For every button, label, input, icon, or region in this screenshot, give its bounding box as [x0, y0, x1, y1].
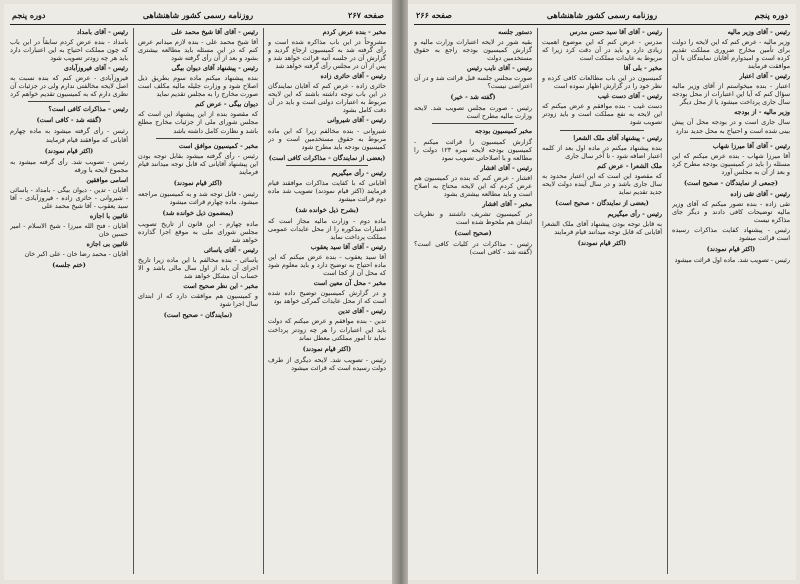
- speaker-heading: دستور جلسه: [498, 28, 532, 36]
- speaker-heading: مخبر کمیسیون بودجه: [474, 127, 532, 136]
- paragraph: رئیس - رأی گرفته میشود بقابل توجه بودن این پیشنهاد آقایانی که قابل توجه میدانند قیام فرمایند: [138, 151, 258, 176]
- speaker-heading: رئیس - آقای تقی زاده: [730, 189, 790, 198]
- speaker-heading: رئیس - آقای آقا سید حسن مدرس: [569, 28, 662, 36]
- right-page-column-2: [542, 28, 662, 576]
- paragraph: فیروزآبادی - عرض کنم که بنده نسبت به اصل لایحه مخالفتی ندارم ولی در جزئیات آن نظری دارم که به کمیسیون تقدیم خواهم کرد: [10, 74, 128, 99]
- right-page-column-3: [414, 28, 532, 576]
- paragraph: رئیس - تصویب شد. ماده اول قرائت میشود: [674, 256, 790, 265]
- right-page: [408, 4, 796, 580]
- paragraph: مشروحاً در این باب مذاکره شده است و رأی گرفته شد به کمیسیون ارجاع گردید و گزارش آن در جلسه آتیه قرائت خواهد شد و پس از آن در مجلس رأی گرفته خواهد شد: [268, 38, 386, 71]
- speaker-heading: رئیس - آقای دست غیب: [597, 92, 662, 101]
- right-header-page-number: صفحه ۲۶۶: [416, 10, 452, 20]
- speaker-heading: رئیس - آقای شیروانی: [327, 116, 386, 125]
- book-gutter: [392, 0, 408, 584]
- column-rule: [667, 28, 668, 574]
- column-rule: [263, 28, 264, 574]
- speaker-heading: رئیس - پیشنهاد آقای ملک الشعرا: [573, 133, 662, 142]
- paragraph: که مقصود بنده از این پیشنهاد این است که مجلس شورای ملی از جزئیات مخارج مطلع باشد و نظارت کامل داشته باشد: [138, 110, 258, 135]
- left-page-column-3: [10, 28, 128, 576]
- paragraph: مدرس - عرض کنم که این موضوع اهمیت زیادی دارد و باید در آن دقت کرد زیرا که مربوط به عایدات مملکت است: [542, 38, 662, 63]
- paragraph: آقا میرزا شهاب - بنده عرض میکنم که این مسئله را باید در کمیسیون بودجه مطرح کرد و بعد از آن به مجلس آورد: [672, 151, 790, 176]
- paragraph: رئیس - تصویب شد. لایحه دیگری از طرف دولت رسیده است که قرائت میشود: [268, 355, 386, 372]
- speaker-heading: رئیس - آقای حائری زاده: [320, 72, 386, 81]
- paragraph: بامداد - بنده عرض کردم سابقاً در این باب که چون مملکت احتیاج به این اعتبارات دارد باید هر چه زودتر تصویب شود: [10, 38, 128, 63]
- paragraph: رئیس - پیشنهاد کفایت مذاکرات رسیده است قرائت میشود: [672, 225, 790, 243]
- paragraph: که مقصود این است که این اعتبار محدود به سال جاری باشد و در سال آینده دولت لایحه جدید تقدیم نماید: [542, 171, 662, 196]
- paragraph: یاسائی - بنده مخالفم با این ماده زیرا تاریخ اجرای آن باید از اول سال مالی باشد و الا حساب آن مشکل خواهد شد: [138, 256, 258, 281]
- speaker-heading: وزیر مالیه - از بودجه: [734, 108, 790, 117]
- speaker-heading: رئیس - آقای یاسائی: [203, 246, 258, 255]
- parenthetical-note: (صحیح است): [454, 228, 492, 237]
- parenthetical-note: (نمایندگان - صحیح است): [163, 311, 233, 320]
- speaker-heading: غائبین بی اجازه: [86, 240, 128, 249]
- paragraph: در کمیسیون تشریف داشتند و نظریات ایشان هم ملحوظ شده است: [414, 209, 532, 226]
- parenthetical-note: (اکثر قیام نمودند): [706, 245, 756, 254]
- parenthetical-note: (بعضی از نمایندگان - مذاکرات کافی است): [268, 153, 386, 162]
- speaker-heading: مخبر - بلی آقا: [623, 64, 662, 73]
- parenthetical-note: (اکثر قیام نمودند): [44, 146, 94, 155]
- section-divider: [432, 123, 514, 124]
- parenthetical-note: (اکثر قیام نمودند): [173, 178, 223, 187]
- left-page: [4, 4, 392, 580]
- paragraph: رئیس - تصویب شد. رأی گرفته میشود به مجموع لایحه با ورقه: [10, 157, 128, 174]
- speaker-heading: رئیس - مذاکرات کافی است؟: [48, 105, 128, 114]
- left-page-header: [10, 8, 386, 25]
- paragraph: و کمیسیون هم موافقت دارد که از ابتدای سال اجرا شود: [138, 292, 258, 309]
- speaker-heading: رئیس - رأی میگیریم: [331, 168, 386, 177]
- paragraph: آقایان - فتح الله میرزا - شیخ الاسلام - امیر حسین خان: [10, 221, 128, 238]
- paragraph: اعتبار - بنده میخواستم از آقای وزیر مالیه سؤال کنم که آیا این اعتبارات از محل بودجه سال جاری پرداخت میشود یا از محل دیگر: [672, 82, 790, 107]
- parenthetical-note: (گفته شد - کافی است): [36, 116, 102, 125]
- speaker-heading: غائبین با اجازه: [89, 211, 128, 220]
- left-page-column-2: [138, 28, 258, 576]
- column-rule: [537, 28, 538, 574]
- parenthetical-note: (ختم جلسه): [52, 261, 86, 270]
- paragraph: ماده دوم - وزارت مالیه مجاز است که اعتبارات مذکوره را از محل عایدات عمومی مملکت پرداخت نماید: [268, 216, 386, 242]
- paragraph: کمیسیون در این باب مطالعات کافی کرده و نظر خود را در گزارش اظهار نموده است: [542, 74, 662, 91]
- parenthetical-note: (بشرح ذیل خوانده شد): [295, 205, 359, 214]
- section-divider: [286, 165, 368, 166]
- paragraph: سال جاری است و در بودجه محل آن پیش بینی شده است و احتیاج به محل جدید ندارد: [672, 118, 790, 135]
- section-divider: [560, 130, 644, 131]
- parenthetical-note: (گفته شد - خیر): [450, 93, 496, 102]
- left-page-column-1: [268, 28, 386, 576]
- paragraph: بنده پیشنهاد میکنم ماده سوم بطریق ذیل اصلاح شود و وزارت جلیله مالیه مکلف است صورت مخارج را به مجلس تقدیم نماید: [138, 74, 258, 99]
- right-page-header: [414, 8, 790, 25]
- speaker-heading: مخبر - کمیسیون موافق است: [178, 141, 258, 150]
- section-divider: [28, 101, 110, 102]
- paragraph: حائری زاده - عرض کنم که آقایان نمایندگان در این باب توجه داشته باشند که این لایحه مربوط به اعتبارات دولتی است و باید در آن دقت کامل بشود: [268, 82, 386, 115]
- speaker-heading: مخبر - محل آن معین است: [313, 279, 386, 288]
- speaker-heading: ملک الشعرا - عرض کنم: [597, 161, 662, 170]
- right-header-title: روزنامه رسمی کشور شاهنشاهی: [546, 10, 658, 20]
- paragraph: صورت مجلس جلسه قبل قرائت شد و در آن اعتراضی نیست؟: [414, 74, 532, 91]
- left-header-title: روزنامه رسمی کشور شاهنشاهی: [142, 10, 254, 20]
- speaker-heading: رئیس - آقای آقا شیخ محمد علی: [171, 28, 258, 36]
- paragraph: آقایان - محمد رضا خان - علی اکبر خان: [24, 250, 128, 259]
- paragraph: آقایان - تدین - دیوان بیگی - بامداد - یاسائی - شیروانی - حائری زاده - فیروزآبادی - آقا سید یعقوب - آقا شیخ محمد علی: [10, 185, 128, 210]
- paragraph: رئیس - قابل توجه شد و به کمیسیون مراجعه میشود. ماده چهارم قرائت میشود: [138, 189, 258, 206]
- left-header-edition: دوره پنجم: [12, 10, 46, 20]
- column-rule: [133, 28, 134, 574]
- right-header-edition: دوره پنجم: [754, 10, 788, 20]
- paragraph: بقیه شور در لایحه اعتبارات وزارت مالیه و گزارش کمیسیون بودجه راجع به حقوق مستخدمین دولت: [414, 38, 532, 63]
- left-header-page-number: صفحه ۲۶۷: [348, 10, 384, 20]
- right-page-column-1: [672, 28, 790, 576]
- paragraph: شیروانی - بنده مخالفم زیرا که این ماده مربوط به حقوق مستخدمین است و در کمیسیون بودجه باید مطرح شود: [268, 126, 386, 151]
- section-divider: [156, 138, 240, 139]
- speaker-heading: رئیس - آقای آقا سید یعقوب: [310, 243, 386, 252]
- speaker-heading: رئیس - پیشنهاد آقای دیوان بیگی: [171, 64, 258, 73]
- speaker-heading: رئیس - آقای بامداد: [76, 28, 128, 36]
- paragraph: و در گزارش کمیسیون توضیح داده شده است که از محل عایدات گمرکی خواهد بود: [268, 289, 386, 306]
- paragraph: ماده چهارم - این قانون از تاریخ تصویب مجلس شورای ملی به موقع اجرا گذارده خواهد شد: [138, 219, 258, 245]
- speaker-heading: مخبر - آقای افشار: [482, 199, 532, 208]
- speaker-heading: رئیس - آقای آقا میرزا شهاب: [712, 141, 790, 150]
- paragraph: رئیس - رأی گرفته میشود به ماده چهارم آقایانی که موافقند قیام فرمایند: [10, 127, 128, 144]
- paragraph: تدین - بنده موافقم و عرض میکنم که دولت باید این اعتبارات را هر چه زودتر پرداخت نماید تا امور مملکتی معطل نماند: [268, 317, 386, 342]
- paragraph: رئیس - صورت مجلس تصویب شد. لایحه وزارت مالیه مطرح است: [414, 104, 532, 121]
- speaker-heading: رئیس - رأی میگیریم: [607, 209, 662, 218]
- paragraph: دست غیب - بنده موافقم و عرض میکنم که این لایحه به نفع مملکت است و باید زودتر تصویب شود: [542, 102, 662, 127]
- parenthetical-note: (اکثر قیام نمودند): [577, 239, 627, 248]
- speaker-heading: مخبر - بنده عرض کردم: [322, 28, 386, 36]
- paragraph: وزیر مالیه - عرض کنم که این لایحه را دولت برای تأمین مخارج ضروری مملکت تقدیم کرده است و امیدوارم آقایان نمایندگان با آن موافقت فرمایند: [672, 38, 790, 71]
- speaker-heading: رئیس - آقای وزیر مالیه: [727, 28, 790, 36]
- parenthetical-note: (اکثر قیام نمودند): [302, 344, 352, 353]
- paragraph: گزارش کمیسیون را قرائت میکنم - کمیسیون بودجه لایحه نمره ۱۲۳ دولت را مطالعه و با اصلاحاتی تصویب نمود: [414, 137, 532, 162]
- paragraph: رئیس - مذاکرات در کلیات کافی است؟ (گفته شد - کافی است): [414, 240, 532, 257]
- speaker-heading: اسامی موافقین: [86, 175, 128, 184]
- speaker-heading: رئیس - آقای اعتبار: [739, 72, 790, 81]
- parenthetical-note: (بعضی از نمایندگان - صحیح است): [555, 198, 649, 207]
- speaker-heading: مخبر - این نظر صحیح است: [183, 282, 258, 291]
- paragraph: بنده پیشنهاد میکنم در ماده اول بعد از کلمه اعتبار اضافه شود - تا آخر سال جاری: [542, 143, 662, 160]
- paragraph: آقایانی که با کفایت مذاکرات موافقند قیام فرمایند (اکثر قیام نمودند) تصویب شد ماده دوم قرائت میشود: [268, 178, 386, 203]
- speaker-heading: دیوان بیگی - عرض کنم: [195, 100, 258, 109]
- paragraph: افشار - عرض کنم که بنده در کمیسیون هم عرض کردم که این لایحه محتاج به اصلاح است و باید مطالعه بیشتری بشود: [414, 173, 532, 198]
- speaker-heading: رئیس - آقای فیروزآبادی: [63, 64, 128, 73]
- paragraph: آقا سید یعقوب - بنده عرض میکنم که این ماده احتیاج به توضیح دارد و باید معلوم شود که محل آن از کجا است: [268, 253, 386, 278]
- speaker-heading: رئیس - آقای نایب رئیس: [467, 64, 532, 73]
- paragraph: آقا شیخ محمد علی - بنده لازم میدانم عرض کنم که در این مسئله باید مطالعه بیشتری بشود و بعد از آن رأی گرفته شود: [138, 38, 258, 63]
- section-divider: [690, 138, 772, 139]
- speaker-heading: رئیس - آقای تدین: [338, 307, 386, 316]
- parenthetical-note: (بمضمون ذیل خوانده شد): [162, 208, 234, 217]
- parenthetical-note: (جمعی از نمایندگان - صحیح است): [684, 178, 778, 187]
- speaker-heading: رئیس - آقای افشار: [480, 163, 532, 172]
- paragraph: تقی زاده - بنده تصور میکنم که آقای وزیر مالیه توضیحات کافی دادند و دیگر جای مذاکره نیست: [672, 199, 790, 224]
- paragraph: به قابل توجه بودن پیشنهاد آقای ملک الشعرا آقایانی که قابل توجه میدانند قیام فرمایند: [542, 219, 662, 236]
